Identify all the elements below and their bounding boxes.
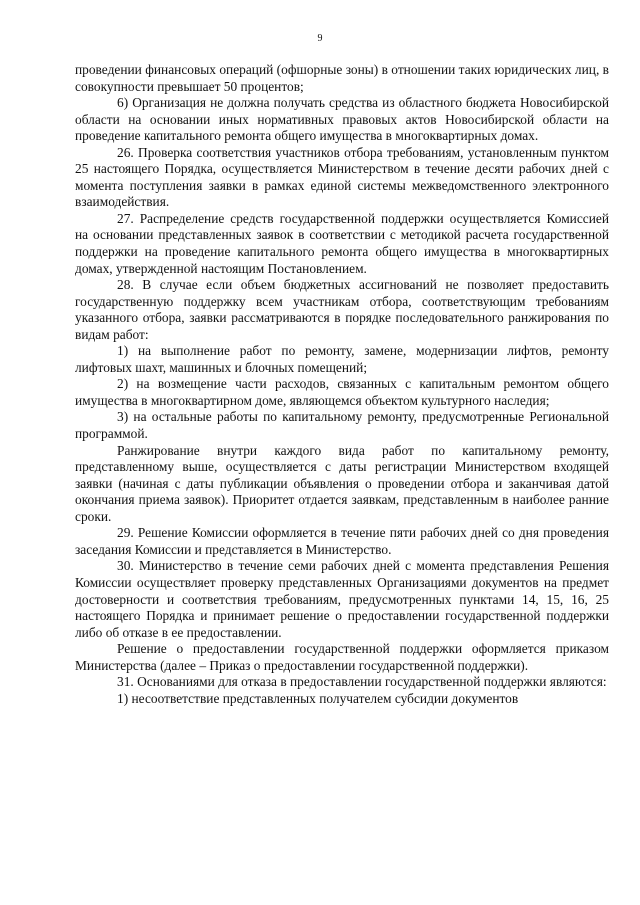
paragraph-28-item-1: 1) на выполнение работ по ремонту, замене, модернизации лифтов, ремонту лифтовых шахт, машинных и блочных помещений; [75,343,609,375]
paragraph-29: 29. Решение Комиссии оформляется в течение пяти рабочих дней со дня проведения заседания Комиссии и представляется в Министерство. [75,525,609,557]
paragraph-28-item-2: 2) на возмещение части расходов, связанных с капитальным ремонтом общего имущества в многоквартирном доме, являющемся объектом культурного наследия; [75,376,609,408]
paragraph-28: 28. В случае если объем бюджетных ассигнований не позволяет предоставить государственную поддержку всем участникам отбора, соответствующим требованиям указанного отбора, заявки рассматриваются в порядке последовательного ранжирования по видам работ: [75,277,609,342]
paragraph-28-item-3: 3) на остальные работы по капитальному ремонту, предусмотренные Региональной программой. [75,409,609,442]
paragraph-31: 31. Основаниями для отказа в предоставлении государственной поддержки являются: [117,674,607,690]
paragraph-ranking: Ранжирование внутри каждого вида работ по капитальному ремонту, представленному выше, осуществляется с даты регистрации Министерством входящей заявки (начиная с даты публикации объявления о проведении отбора и заканчивая датой окончания приема заявок). Приоритет отдается заявкам, представленным в наиболее ранние сроки. [75,442,609,524]
paragraph-30: 30. Министерство в течение семи рабочих дней с момента представления Решения Комиссии осуществляет проверку представленных Организациями документов на предмет достоверности и соответствия требованиям, предусмотренных пунктами 14, 15, 16, 25 настоящего Порядка и принимает решение о предоставлении государственной поддержки либо об отказе в ее предоставлении. [75,558,609,640]
paragraph-decision: Решение о предоставлении государственной поддержки оформляется приказом Министерства (далее – Приказ о предоставлении государственной поддержки). [75,641,609,673]
paragraph-26: 26. Проверка соответствия участников отбора требованиям, установленным пунктом 25 настоящего Порядка, осуществляется Министерством в течение десяти рабочих дней с момента поступления заявки в рамках единой системы межведомственного электронного взаимодействия. [75,144,609,210]
paragraph-27: 27. Распределение средств государственной поддержки осуществляется Комиссией на основании представленных заявок в соответствии с методикой расчета государственной поддержки на проведение капитального ремонта общего имущества в многоквартирных домах, утвержденной настоящим Постановлением. [75,210,609,276]
paragraph-31-item-1: 1) несоответствие представленных получателем субсидии документов [117,690,519,706]
document-body [75,62,609,707]
paragraph-item-6: 6) Организация не должна получать средства из областного бюджета Новосибирской области на основании иных нормативных правовых актов Новосибирской области на проведение капитального ремонта общего имущества в многоквартирных домах. [75,95,609,144]
page-number: 9 [317,33,323,44]
paragraph-continuation: проведении финансовых операций (офшорные зоны) в отношении таких юридических лиц, в совокупности превышает 50 процентов; [75,62,609,94]
